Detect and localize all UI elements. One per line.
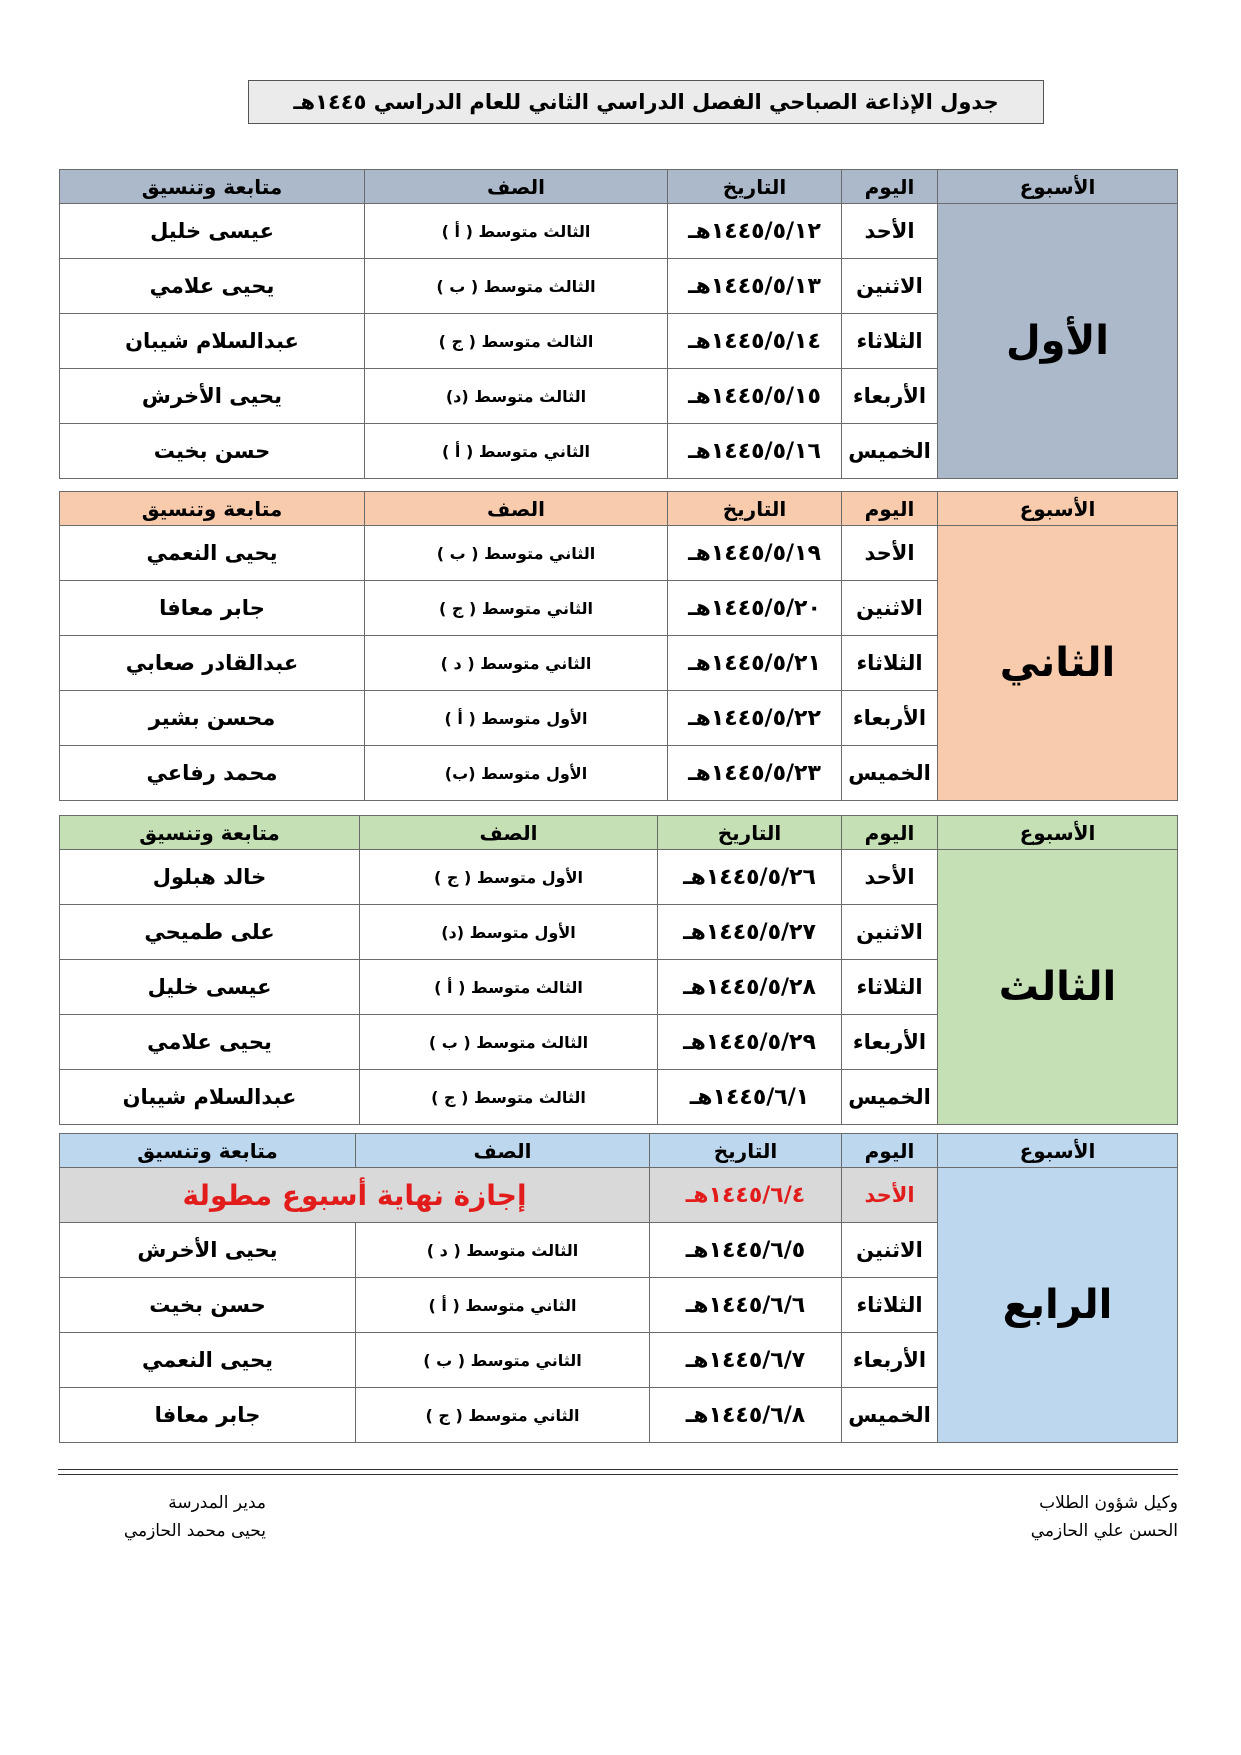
date-cell: ١٤٤٥/٥/٢١هـ	[668, 636, 842, 691]
principal-title: مدير المدرسة	[168, 1493, 266, 1513]
class-cell: الثاني متوسط ( ب )	[356, 1333, 650, 1388]
header-class: الصف	[360, 816, 658, 850]
header-date: التاريخ	[658, 816, 842, 850]
table-row	[60, 526, 1178, 581]
supervisor-cell: يحيى الأخرش	[60, 1223, 356, 1278]
class-cell: الثالث متوسط ( ب )	[365, 259, 668, 314]
day-cell: الأحد	[842, 850, 938, 905]
class-cell: الثالث متوسط (د)	[365, 369, 668, 424]
page-title: جدول الإذاعة الصباحي الفصل الدراسي الثاني للعام الدراسي ١٤٤٥هـ	[248, 80, 1044, 124]
date-cell: ١٤٤٥/٥/١٥هـ	[668, 369, 842, 424]
date-cell: ١٤٤٥/٥/٢٧هـ	[658, 905, 842, 960]
day-cell: الثلاثاء	[842, 636, 938, 691]
student-affairs-signature	[1031, 1489, 1178, 1545]
day-cell: الأربعاء	[842, 691, 938, 746]
supervisor-cell: عيسى خليل	[60, 204, 365, 259]
class-cell: الأول متوسط ( أ )	[365, 691, 668, 746]
header-class: الصف	[365, 492, 668, 526]
header-supervisor: متابعة وتنسيق	[60, 170, 365, 204]
date-cell: ١٤٤٥/٥/١٩هـ	[668, 526, 842, 581]
supervisor-cell: محسن بشير	[60, 691, 365, 746]
date-cell: ١٤٤٥/٥/٢٩هـ	[658, 1015, 842, 1070]
supervisor-cell: حسن بخيت	[60, 424, 365, 479]
supervisor-cell: عبدالسلام شيبان	[60, 1070, 360, 1125]
supervisor-cell: حسن بخيت	[60, 1278, 356, 1333]
class-cell: الثاني متوسط ( د )	[365, 636, 668, 691]
table-header-row	[60, 816, 1178, 850]
class-cell: الثالث متوسط ( أ )	[360, 960, 658, 1015]
header-week: الأسبوع	[938, 170, 1178, 204]
date-cell: ١٤٤٥/٥/٢٣هـ	[668, 746, 842, 801]
class-cell: الأول متوسط ( ج )	[360, 850, 658, 905]
day-cell: الاثنين	[842, 581, 938, 636]
week-name: الرابع	[938, 1168, 1178, 1443]
date-cell: ١٤٤٥/٦/٦هـ	[650, 1278, 842, 1333]
class-cell: الثالث متوسط ( ج )	[360, 1070, 658, 1125]
day-cell: الخميس	[842, 746, 938, 801]
class-cell: الأول متوسط (د)	[360, 905, 658, 960]
day-cell: الاثنين	[842, 259, 938, 314]
header-date: التاريخ	[668, 170, 842, 204]
class-cell: الثالث متوسط ( أ )	[365, 204, 668, 259]
header-week: الأسبوع	[938, 1134, 1178, 1168]
header-day: اليوم	[842, 492, 938, 526]
supervisor-cell: يحيى النعمي	[60, 1333, 356, 1388]
class-cell: الثاني متوسط ( أ )	[356, 1278, 650, 1333]
header-week: الأسبوع	[938, 816, 1178, 850]
date-cell: ١٤٤٥/٥/١٦هـ	[668, 424, 842, 479]
day-cell: الثلاثاء	[842, 960, 938, 1015]
header-class: الصف	[356, 1134, 650, 1168]
date-cell: ١٤٤٥/٦/٥هـ	[650, 1223, 842, 1278]
class-cell: الأول متوسط (ب)	[365, 746, 668, 801]
supervisor-cell: يحيى علامي	[60, 259, 365, 314]
week-table	[59, 169, 1178, 479]
supervisor-cell: يحيى علامي	[60, 1015, 360, 1070]
supervisor-cell: محمد رفاعي	[60, 746, 365, 801]
date-cell: ١٤٤٥/٥/٢٨هـ	[658, 960, 842, 1015]
student-affairs-title: وكيل شؤون الطلاب	[1039, 1493, 1178, 1513]
table-header-row	[60, 492, 1178, 526]
table-row	[60, 204, 1178, 259]
date-cell: ١٤٤٥/٦/٧هـ	[650, 1333, 842, 1388]
date-cell: ١٤٤٥/٥/١٢هـ	[668, 204, 842, 259]
day-cell: الخميس	[842, 1388, 938, 1443]
header-supervisor: متابعة وتنسيق	[60, 816, 360, 850]
date-cell: ١٤٤٥/٥/٢٠هـ	[668, 581, 842, 636]
student-affairs-name: الحسن علي الحازمي	[1030, 1521, 1178, 1541]
day-cell: الأربعاء	[842, 1333, 938, 1388]
supervisor-cell: جابر معافا	[60, 1388, 356, 1443]
supervisor-cell: على طميحي	[60, 905, 360, 960]
week-name: الأول	[938, 204, 1178, 479]
table-header-row	[60, 1134, 1178, 1168]
week-table	[59, 491, 1178, 801]
header-class: الصف	[365, 170, 668, 204]
day-cell: الأربعاء	[842, 1015, 938, 1070]
supervisor-cell: جابر معافا	[60, 581, 365, 636]
supervisor-cell: يحيى النعمي	[60, 526, 365, 581]
header-day: اليوم	[842, 1134, 938, 1168]
date-cell: ١٤٤٥/٥/١٣هـ	[668, 259, 842, 314]
header-supervisor: متابعة وتنسيق	[60, 1134, 356, 1168]
date-cell: ١٤٤٥/٦/١هـ	[658, 1070, 842, 1125]
table-header-row	[60, 170, 1178, 204]
day-cell: الاثنين	[842, 1223, 938, 1278]
day-cell: الثلاثاء	[842, 314, 938, 369]
date-cell: ١٤٤٥/٦/٨هـ	[650, 1388, 842, 1443]
date-cell: ١٤٤٥/٦/٤هـ	[650, 1168, 842, 1223]
day-cell: الأحد	[842, 526, 938, 581]
supervisor-cell: يحيى الأخرش	[60, 369, 365, 424]
table-row	[60, 1168, 1178, 1223]
day-cell: الاثنين	[842, 905, 938, 960]
supervisor-cell: عيسى خليل	[60, 960, 360, 1015]
header-date: التاريخ	[650, 1134, 842, 1168]
header-day: اليوم	[842, 816, 938, 850]
class-cell: الثالث متوسط ( ج )	[365, 314, 668, 369]
date-cell: ١٤٤٥/٥/٢٦هـ	[658, 850, 842, 905]
week-table	[59, 815, 1178, 1125]
day-cell: الأحد	[842, 204, 938, 259]
supervisor-cell: عبدالسلام شيبان	[60, 314, 365, 369]
class-cell: الثاني متوسط ( ب )	[365, 526, 668, 581]
week-name: الثالث	[938, 850, 1178, 1125]
day-cell: الخميس	[842, 1070, 938, 1125]
header-week: الأسبوع	[938, 492, 1178, 526]
header-supervisor: متابعة وتنسيق	[60, 492, 365, 526]
class-cell: الثاني متوسط ( ج )	[356, 1388, 650, 1443]
holiday-cell: إجازة نهاية أسبوع مطولة	[60, 1168, 650, 1223]
date-cell: ١٤٤٥/٥/٢٢هـ	[668, 691, 842, 746]
class-cell: الثالث متوسط ( د )	[356, 1223, 650, 1278]
footer-divider	[58, 1469, 1178, 1470]
principal-name: يحيى محمد الحازمي	[123, 1521, 266, 1541]
date-cell: ١٤٤٥/٥/١٤هـ	[668, 314, 842, 369]
table-row	[60, 850, 1178, 905]
header-date: التاريخ	[668, 492, 842, 526]
class-cell: الثالث متوسط ( ب )	[360, 1015, 658, 1070]
day-cell: الخميس	[842, 424, 938, 479]
class-cell: الثاني متوسط ( ج )	[365, 581, 668, 636]
day-cell: الأربعاء	[842, 369, 938, 424]
footer-divider-double	[58, 1474, 1178, 1475]
day-cell: الثلاثاء	[842, 1278, 938, 1333]
day-cell: الأحد	[842, 1168, 938, 1223]
header-day: اليوم	[842, 170, 938, 204]
week-table	[59, 1133, 1178, 1443]
supervisor-cell: عبدالقادر صعابي	[60, 636, 365, 691]
class-cell: الثاني متوسط ( أ )	[365, 424, 668, 479]
principal-signature	[124, 1489, 266, 1545]
week-name: الثاني	[938, 526, 1178, 801]
supervisor-cell: خالد هبلول	[60, 850, 360, 905]
